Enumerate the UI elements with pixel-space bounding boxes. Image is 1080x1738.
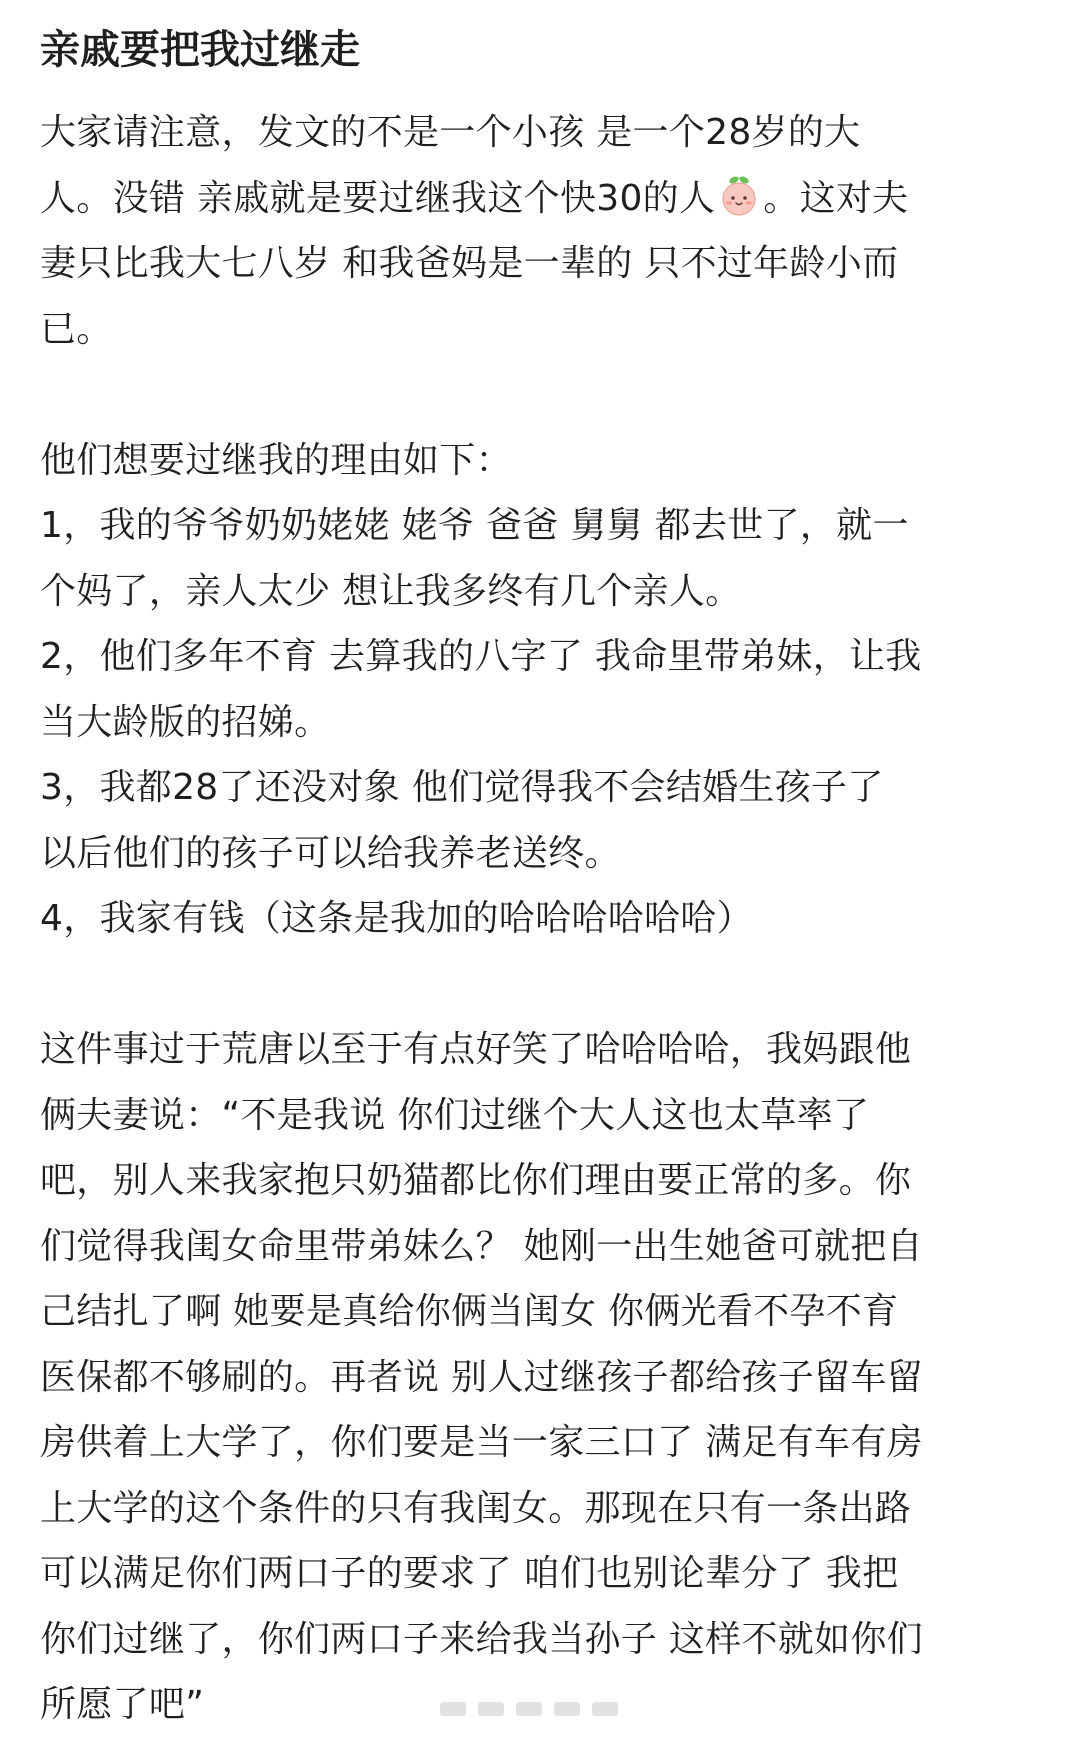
text-segment: 人。没错 亲戚就是要过继我这个快30的人 — [40, 177, 716, 219]
watermark-block — [516, 1702, 542, 1716]
text-segment: 你们过继了，你们两口子来给我当孙子 这样不就如你们 — [40, 1618, 923, 1660]
post-body — [40, 100, 1044, 1738]
text-line — [40, 493, 1044, 559]
text-segment: 4，我家有钱（这条是我加的哈哈哈哈哈哈） — [40, 898, 753, 939]
watermark-block — [478, 1702, 504, 1716]
post-title: 亲戚要把我过继走 — [40, 27, 360, 73]
text-line — [40, 821, 1044, 887]
text-segment: 1，我的爷爷奶奶姥姥 姥爷 爸爸 舅舅 都去世了，就一 — [40, 505, 909, 546]
text-segment: 房供着上大学了，你们要是当一家三口了 满足有车有房 — [40, 1422, 923, 1463]
text-segment: 当大龄版的招娣。 — [40, 701, 331, 743]
text-line — [40, 559, 1044, 625]
text-line — [40, 1607, 1044, 1673]
text-line — [40, 1083, 1044, 1149]
text-line — [40, 166, 1044, 232]
text-line — [40, 690, 1044, 756]
text-segment: 吧，别人来我家抱只奶猫都比你们理由要正常的多。你 — [40, 1160, 912, 1201]
text-line — [40, 1476, 1044, 1542]
text-line — [40, 428, 1044, 494]
text-line — [40, 297, 1044, 363]
text-line — [40, 1279, 1044, 1345]
watermark-block — [592, 1702, 618, 1716]
text-segment: 己结扎了啊 她要是真给你俩当闺女 你俩光看不孕不育 — [40, 1291, 899, 1332]
text-segment: 俩夫妻说：“不是我说 你们过继个大人这也太草率了 — [40, 1094, 870, 1136]
text-segment: 个妈了，亲人太少 想让我多终有几个亲人。 — [40, 570, 742, 612]
text-segment: 。这对夫 — [763, 177, 909, 219]
text-segment: 3，我都28了还没对象 他们觉得我不会结婚生孩子了 — [40, 767, 884, 808]
text-segment: 已。 — [40, 308, 113, 350]
text-segment: 妻只比我大七八岁 和我爸妈是一辈的 只不过年龄小而 — [40, 243, 899, 284]
text-segment: 以后他们的孩子可以给我养老送终。 — [40, 832, 621, 874]
text-line — [40, 886, 1044, 952]
text-line — [40, 1345, 1044, 1411]
text-line — [40, 231, 1044, 297]
watermark-block — [554, 1702, 580, 1716]
text-line — [40, 624, 1044, 690]
text-segment: 可以满足你们两口子的要求了 咱们也别论辈分了 我把 — [40, 1553, 899, 1594]
watermark-block — [440, 1702, 466, 1716]
text-segment: 上大学的这个条件的只有我闺女。那现在只有一条出路 — [40, 1487, 912, 1529]
text-line — [40, 1017, 1044, 1083]
text-segment: 们觉得我闺女命里带弟妹么？ 她刚一出生她爸可就把自 — [40, 1225, 923, 1267]
text-segment: 大家请注意，发文的不是一个小孩 是一个28岁的大 — [40, 112, 861, 153]
text-segment: 这件事过于荒唐以至于有点好笑了哈哈哈哈，我妈跟他 — [40, 1029, 912, 1070]
watermark — [440, 1702, 618, 1716]
text-line — [40, 100, 1044, 166]
text-segment: 他们想要过继我的理由如下： — [40, 439, 512, 481]
text-line — [40, 755, 1044, 821]
paragraph — [40, 1017, 1044, 1738]
peach-face-emoji-icon — [717, 174, 761, 218]
text-segment: 医保都不够刷的。再者说 别人过继孩子都给孩子留车留 — [40, 1356, 923, 1398]
paragraph — [40, 428, 1044, 952]
text-line — [40, 1148, 1044, 1214]
text-segment: 所愿了吧” — [40, 1684, 205, 1725]
paragraph — [40, 100, 1044, 362]
text-line — [40, 1541, 1044, 1607]
text-line — [40, 1214, 1044, 1280]
text-segment: 2，他们多年不育 去算我的八字了 我命里带弟妹，让我 — [40, 636, 922, 677]
text-line — [40, 1410, 1044, 1476]
